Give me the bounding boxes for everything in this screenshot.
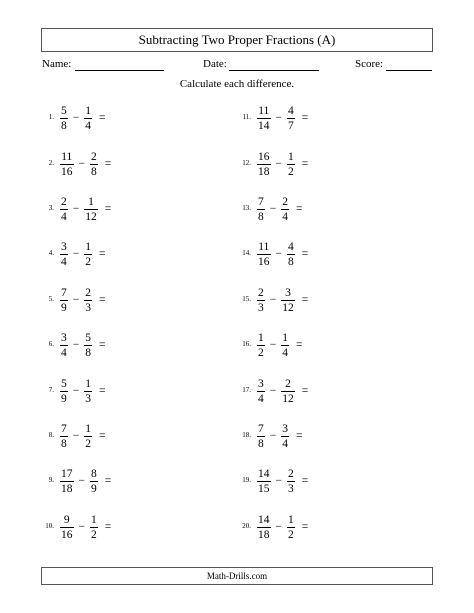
equals-sign: = xyxy=(301,158,309,170)
fraction-subtrahend xyxy=(90,468,98,495)
denominator: 2 xyxy=(85,255,91,268)
fraction-minuend xyxy=(257,514,271,541)
equals-sign: = xyxy=(99,248,106,260)
problem-number: 20. xyxy=(242,522,251,530)
minus-sign: − xyxy=(72,385,80,397)
fraction-subtrahend xyxy=(281,196,289,223)
numerator: 5 xyxy=(85,331,91,344)
date-line xyxy=(229,70,319,71)
numerator: 1 xyxy=(258,331,264,344)
problem-expression xyxy=(60,512,111,542)
problem-number: 3. xyxy=(48,204,54,212)
fraction-bar xyxy=(60,209,68,210)
worksheet-title-box xyxy=(41,28,433,52)
fraction-subtrahend xyxy=(84,105,92,132)
denominator: 2 xyxy=(288,528,294,541)
minus-sign: − xyxy=(72,339,80,351)
equals-sign: = xyxy=(296,430,303,442)
fraction-subtrahend xyxy=(287,151,295,178)
fraction-bar xyxy=(60,254,68,255)
score-label: Score: xyxy=(355,58,384,70)
equals-sign: = xyxy=(301,294,309,306)
denominator: 8 xyxy=(258,210,264,223)
problem-number: 7. xyxy=(48,386,54,394)
equals-sign: = xyxy=(99,112,106,124)
numerator: 5 xyxy=(61,377,67,390)
fraction-bar xyxy=(287,164,295,165)
denominator: 8 xyxy=(85,346,91,359)
worksheet-title: Subtracting Two Proper Fractions (A) xyxy=(138,32,336,47)
numerator: 2 xyxy=(288,467,294,480)
numerator: 3 xyxy=(285,286,291,299)
denominator: 4 xyxy=(85,119,91,132)
minus-sign: − xyxy=(72,203,80,215)
minus-sign: − xyxy=(275,475,282,487)
minus-sign: − xyxy=(78,158,85,170)
fraction-bar xyxy=(287,118,295,119)
date-field xyxy=(203,58,227,70)
equals-sign: = xyxy=(301,248,309,260)
fraction-minuend xyxy=(257,241,271,268)
fraction-bar xyxy=(60,300,68,301)
minus-sign: − xyxy=(72,248,80,260)
denominator: 9 xyxy=(91,482,97,495)
denominator: 12 xyxy=(85,210,97,223)
denominator: 12 xyxy=(282,301,294,314)
minus-sign: − xyxy=(72,294,80,306)
denominator: 2 xyxy=(91,528,97,541)
problem-number: 4. xyxy=(48,249,54,257)
problem-expression xyxy=(257,285,308,315)
problem-number: 11. xyxy=(242,113,251,121)
fraction-bar xyxy=(287,481,295,482)
denominator: 4 xyxy=(61,255,67,268)
equals-sign: = xyxy=(296,203,303,215)
numerator: 17 xyxy=(61,467,73,480)
problem-expression xyxy=(257,103,308,133)
equals-sign: = xyxy=(104,158,112,170)
denominator: 15 xyxy=(258,482,270,495)
denominator: 8 xyxy=(61,437,67,450)
fraction-bar xyxy=(257,209,265,210)
fraction-bar xyxy=(281,209,289,210)
numerator: 8 xyxy=(91,467,97,480)
problem-expression xyxy=(60,149,111,179)
fraction-bar xyxy=(257,481,271,482)
fraction-subtrahend xyxy=(84,332,92,359)
fraction-bar xyxy=(84,209,98,210)
name-field xyxy=(42,58,71,70)
numerator: 4 xyxy=(288,104,294,117)
numerator: 3 xyxy=(61,331,67,344)
fraction-minuend xyxy=(257,468,271,495)
fraction-bar xyxy=(84,436,92,437)
problem-expression xyxy=(257,194,303,224)
fraction-bar xyxy=(281,436,289,437)
denominator: 7 xyxy=(288,119,294,132)
name-label: Name: xyxy=(42,58,72,70)
numerator: 2 xyxy=(91,150,97,163)
problem-number: 2. xyxy=(48,159,54,167)
minus-sign: − xyxy=(78,521,85,533)
numerator: 7 xyxy=(258,422,264,435)
numerator: 1 xyxy=(288,513,294,526)
fraction-minuend xyxy=(257,378,265,405)
problem-expression xyxy=(257,149,308,179)
denominator: 16 xyxy=(61,165,73,178)
score-field xyxy=(355,58,383,70)
fraction-bar xyxy=(84,118,92,119)
minus-sign: − xyxy=(269,203,277,215)
denominator: 16 xyxy=(61,528,73,541)
fraction-minuend xyxy=(257,151,271,178)
numerator: 9 xyxy=(63,513,70,526)
fraction-minuend xyxy=(60,378,68,405)
numerator: 3 xyxy=(61,240,67,253)
fraction-bar xyxy=(90,164,98,165)
fraction-minuend xyxy=(257,332,265,359)
denominator: 18 xyxy=(61,482,73,495)
fraction-bar xyxy=(84,254,92,255)
equals-sign: = xyxy=(99,385,106,397)
numerator: 7 xyxy=(61,286,67,299)
fraction-bar xyxy=(60,481,74,482)
equals-sign: = xyxy=(296,339,303,351)
denominator: 9 xyxy=(61,392,67,405)
numerator: 1 xyxy=(288,150,294,163)
numerator: 1 xyxy=(85,240,91,253)
numerator: 11 xyxy=(61,150,73,163)
fraction-subtrahend xyxy=(287,468,295,495)
fraction-bar xyxy=(60,118,68,119)
fraction-minuend xyxy=(257,105,271,132)
numerator: 2 xyxy=(258,286,264,299)
problem-number: 13. xyxy=(242,204,251,212)
fraction-subtrahend xyxy=(90,514,98,541)
date-label: Date: xyxy=(203,58,227,70)
footer-box xyxy=(41,567,433,585)
minus-sign: − xyxy=(275,112,282,124)
fraction-bar xyxy=(257,254,271,255)
numerator: 3 xyxy=(282,422,288,435)
fraction-bar xyxy=(60,164,74,165)
numerator: 7 xyxy=(61,422,67,435)
denominator: 2 xyxy=(288,165,294,178)
denominator: 3 xyxy=(258,301,264,314)
fraction-minuend xyxy=(60,151,74,178)
denominator: 4 xyxy=(61,346,67,359)
fraction-subtrahend xyxy=(287,105,295,132)
equals-sign: = xyxy=(104,475,112,487)
problem-number: 5. xyxy=(48,295,54,303)
fraction-bar xyxy=(60,527,74,528)
fraction-subtrahend xyxy=(281,423,289,450)
problem-number: 1. xyxy=(48,113,54,121)
numerator: 5 xyxy=(61,104,67,117)
numerator: 2 xyxy=(61,195,67,208)
problem-expression xyxy=(257,466,308,496)
denominator: 3 xyxy=(288,482,294,495)
minus-sign: − xyxy=(275,248,282,260)
equals-sign: = xyxy=(104,521,112,533)
numerator: 2 xyxy=(85,286,91,299)
problem-expression xyxy=(257,512,308,542)
fraction-bar xyxy=(257,164,271,165)
numerator: 14 xyxy=(258,467,270,480)
denominator: 3 xyxy=(85,301,91,314)
fraction-subtrahend xyxy=(84,378,92,405)
fraction-subtrahend xyxy=(281,287,295,314)
numerator: 1 xyxy=(88,195,94,208)
problem-number: 8. xyxy=(48,431,54,439)
problem-expression xyxy=(60,330,106,360)
equals-sign: = xyxy=(301,521,309,533)
fraction-bar xyxy=(257,118,271,119)
fraction-subtrahend xyxy=(84,196,98,223)
equals-sign: = xyxy=(104,203,112,215)
minus-sign: − xyxy=(72,430,80,442)
denominator: 14 xyxy=(258,119,270,132)
denominator: 4 xyxy=(61,210,67,223)
name-line xyxy=(75,70,164,71)
minus-sign: − xyxy=(269,339,277,351)
denominator: 2 xyxy=(85,437,91,450)
numerator: 11 xyxy=(258,240,270,253)
denominator: 9 xyxy=(61,301,67,314)
numerator: 1 xyxy=(85,422,91,435)
fraction-minuend xyxy=(60,105,68,132)
problem-expression xyxy=(257,330,303,360)
equals-sign: = xyxy=(301,385,309,397)
numerator: 7 xyxy=(258,195,264,208)
fraction-minuend xyxy=(60,241,68,268)
fraction-bar xyxy=(84,391,92,392)
fraction-bar xyxy=(281,391,295,392)
numerator: 2 xyxy=(285,377,291,390)
problem-number: 6. xyxy=(48,340,54,348)
fraction-subtrahend xyxy=(84,241,92,268)
fraction-subtrahend xyxy=(281,332,289,359)
numerator: 11 xyxy=(258,104,270,117)
fraction-bar xyxy=(84,345,92,346)
denominator: 4 xyxy=(282,346,288,359)
denominator: 16 xyxy=(258,255,270,268)
fraction-bar xyxy=(90,527,98,528)
numerator: 1 xyxy=(85,104,91,117)
fraction-minuend xyxy=(60,196,68,223)
denominator: 3 xyxy=(85,392,91,405)
fraction-bar xyxy=(257,391,265,392)
denominator: 4 xyxy=(258,392,264,405)
fraction-minuend xyxy=(60,468,74,495)
denominator: 18 xyxy=(258,528,270,541)
fraction-minuend xyxy=(60,423,68,450)
equals-sign: = xyxy=(99,294,106,306)
minus-sign: − xyxy=(275,158,282,170)
problem-number: 12. xyxy=(242,159,251,167)
equals-sign: = xyxy=(99,430,106,442)
fraction-bar xyxy=(281,300,295,301)
problem-expression xyxy=(60,466,111,496)
numerator: 16 xyxy=(258,150,270,163)
fraction-bar xyxy=(257,345,265,346)
equals-sign: = xyxy=(99,339,106,351)
fraction-bar xyxy=(60,345,68,346)
numerator: 4 xyxy=(288,240,294,253)
minus-sign: − xyxy=(78,475,85,487)
numerator: 1 xyxy=(85,377,91,390)
fraction-minuend xyxy=(257,196,265,223)
denominator: 2 xyxy=(258,346,264,359)
fraction-bar xyxy=(84,300,92,301)
minus-sign: − xyxy=(269,385,277,397)
problem-expression xyxy=(60,194,111,224)
footer-text: Math-Drills.com xyxy=(206,571,268,581)
fraction-subtrahend xyxy=(287,241,295,268)
problem-expression xyxy=(60,376,106,406)
problem-expression xyxy=(60,239,106,269)
fraction-bar xyxy=(257,300,265,301)
problem-expression xyxy=(60,421,106,451)
problem-expression xyxy=(60,285,106,315)
denominator: 18 xyxy=(258,165,270,178)
denominator: 12 xyxy=(282,392,294,405)
fraction-bar xyxy=(257,527,271,528)
denominator: 4 xyxy=(282,210,288,223)
fraction-subtrahend xyxy=(84,287,92,314)
problem-expression xyxy=(257,239,308,269)
fraction-subtrahend xyxy=(281,378,295,405)
problem-expression xyxy=(257,376,308,406)
problem-number: 17. xyxy=(242,386,251,394)
minus-sign: − xyxy=(275,521,282,533)
numerator: 14 xyxy=(258,513,270,526)
fraction-subtrahend xyxy=(84,423,92,450)
equals-sign: = xyxy=(301,112,309,124)
numerator: 2 xyxy=(282,195,288,208)
minus-sign: − xyxy=(72,112,80,124)
fraction-bar xyxy=(281,345,289,346)
fraction-subtrahend xyxy=(287,514,295,541)
denominator: 8 xyxy=(258,437,264,450)
denominator: 8 xyxy=(61,119,67,132)
denominator: 8 xyxy=(288,255,294,268)
minus-sign: − xyxy=(269,430,277,442)
numerator: 3 xyxy=(258,377,264,390)
problem-expression xyxy=(257,421,303,451)
fraction-bar xyxy=(287,527,295,528)
fraction-bar xyxy=(60,391,68,392)
fraction-minuend xyxy=(257,287,265,314)
denominator: 4 xyxy=(282,437,288,450)
fraction-minuend xyxy=(60,287,68,314)
minus-sign: − xyxy=(269,294,277,306)
problem-number: 14. xyxy=(242,249,251,257)
fraction-subtrahend xyxy=(90,151,98,178)
fraction-minuend xyxy=(60,332,68,359)
problem-number: 10. xyxy=(45,522,54,530)
problem-number: 16. xyxy=(242,340,251,348)
fraction-bar xyxy=(257,436,265,437)
fraction-bar xyxy=(287,254,295,255)
equals-sign: = xyxy=(301,475,309,487)
instructions: Calculate each difference. xyxy=(179,78,295,90)
fraction-bar xyxy=(60,436,68,437)
problem-number: 19. xyxy=(242,476,251,484)
problem-expression xyxy=(60,103,106,133)
numerator: 1 xyxy=(282,331,288,344)
score-line xyxy=(386,70,432,71)
problem-number: 9. xyxy=(48,476,54,484)
problem-number: 15. xyxy=(242,295,251,303)
fraction-minuend xyxy=(60,514,74,541)
problem-number: 18. xyxy=(242,431,251,439)
numerator: 1 xyxy=(91,513,97,526)
fraction-minuend xyxy=(257,423,265,450)
fraction-bar xyxy=(90,481,98,482)
denominator: 8 xyxy=(91,165,97,178)
